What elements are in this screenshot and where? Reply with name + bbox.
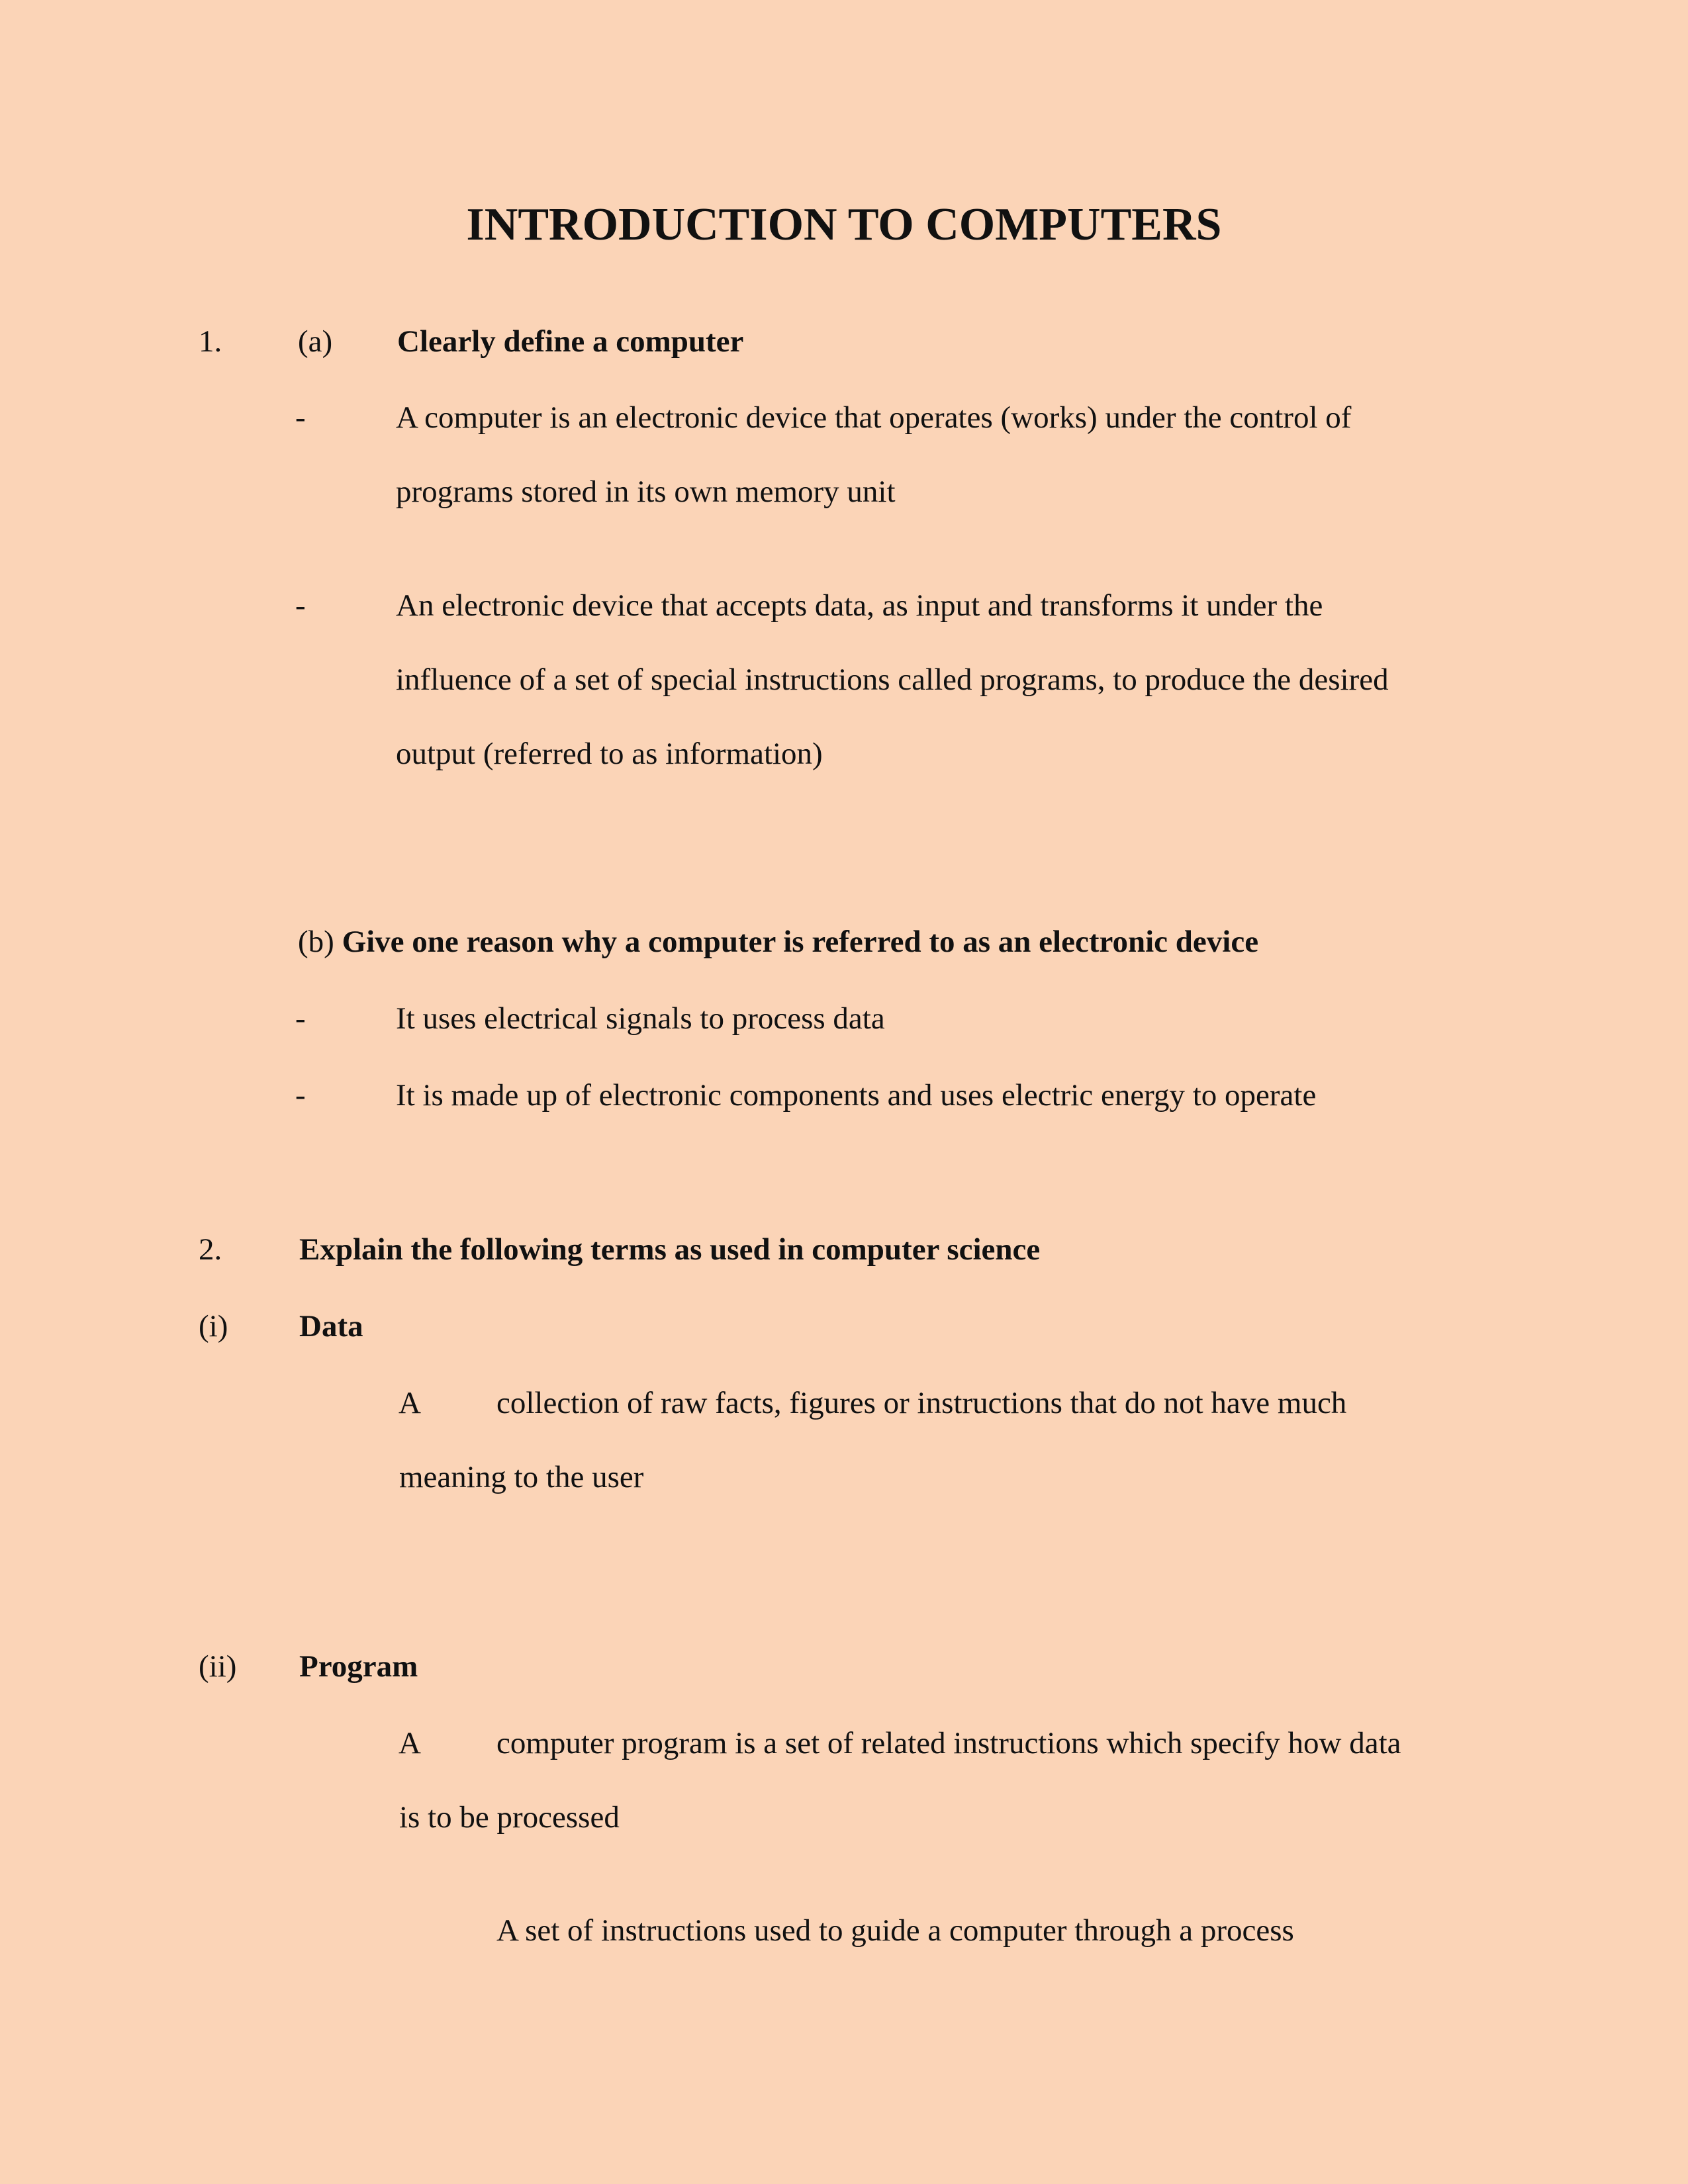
- q1a-answer2-line2: influence of a set of special instructions called programs, to produce the desired: [396, 662, 1389, 697]
- q2ii-answer2: A set of instructions used to guide a computer through a process: [496, 1913, 1294, 1948]
- q2ii-label: (ii): [199, 1649, 237, 1684]
- page-title: INTRODUCTION TO COMPUTERS: [466, 199, 1222, 250]
- q2i-term: Data: [299, 1309, 363, 1343]
- q1a-answer2-line1: An electronic device that accepts data, as input and transforms it under the: [396, 588, 1323, 623]
- q2-heading: Explain the following terms as used in computer science: [299, 1232, 1041, 1267]
- q1a-answer1-line2: programs stored in its own memory unit: [396, 475, 896, 509]
- q1b-answer1: It uses electrical signals to process data: [396, 1001, 885, 1036]
- q1a-answer1-line1: A computer is an electronic device that operates (works) under the control of: [396, 400, 1352, 435]
- q2ii-term: Program: [299, 1649, 418, 1684]
- q1a-label: (a): [298, 324, 333, 359]
- q2-number: 2.: [199, 1232, 222, 1267]
- q2ii-answer-lead: A: [399, 1726, 421, 1760]
- q2i-label: (i): [199, 1309, 228, 1343]
- q2ii-answer-line2: is to be processed: [399, 1800, 620, 1835]
- q2i-answer-line1: collection of raw facts, figures or instructions that do not have much: [496, 1386, 1347, 1420]
- q2i-answer-line2: meaning to the user: [399, 1460, 644, 1494]
- q1b-answer2-bullet: -: [295, 1078, 306, 1113]
- q2ii-answer-line1: computer program is a set of related instructions which specify how data: [496, 1726, 1401, 1760]
- q1a-answer1-bullet: -: [295, 400, 306, 435]
- q1b-answer2: It is made up of electronic components and uses electric energy to operate: [396, 1078, 1317, 1113]
- q1b-label: (b): [298, 925, 334, 959]
- q1a-answer2-bullet: -: [295, 588, 306, 623]
- q1-number: 1.: [199, 324, 222, 359]
- q1b-answer1-bullet: -: [295, 1001, 306, 1036]
- q1a-heading: Clearly define a computer: [397, 324, 744, 359]
- q2i-answer-lead: A: [399, 1386, 421, 1420]
- q1b-line: [298, 927, 1258, 958]
- q1a-answer2-line3: output (referred to as information): [396, 737, 823, 771]
- q1b-heading: Give one reason why a computer is referred to as an electronic device: [342, 925, 1259, 959]
